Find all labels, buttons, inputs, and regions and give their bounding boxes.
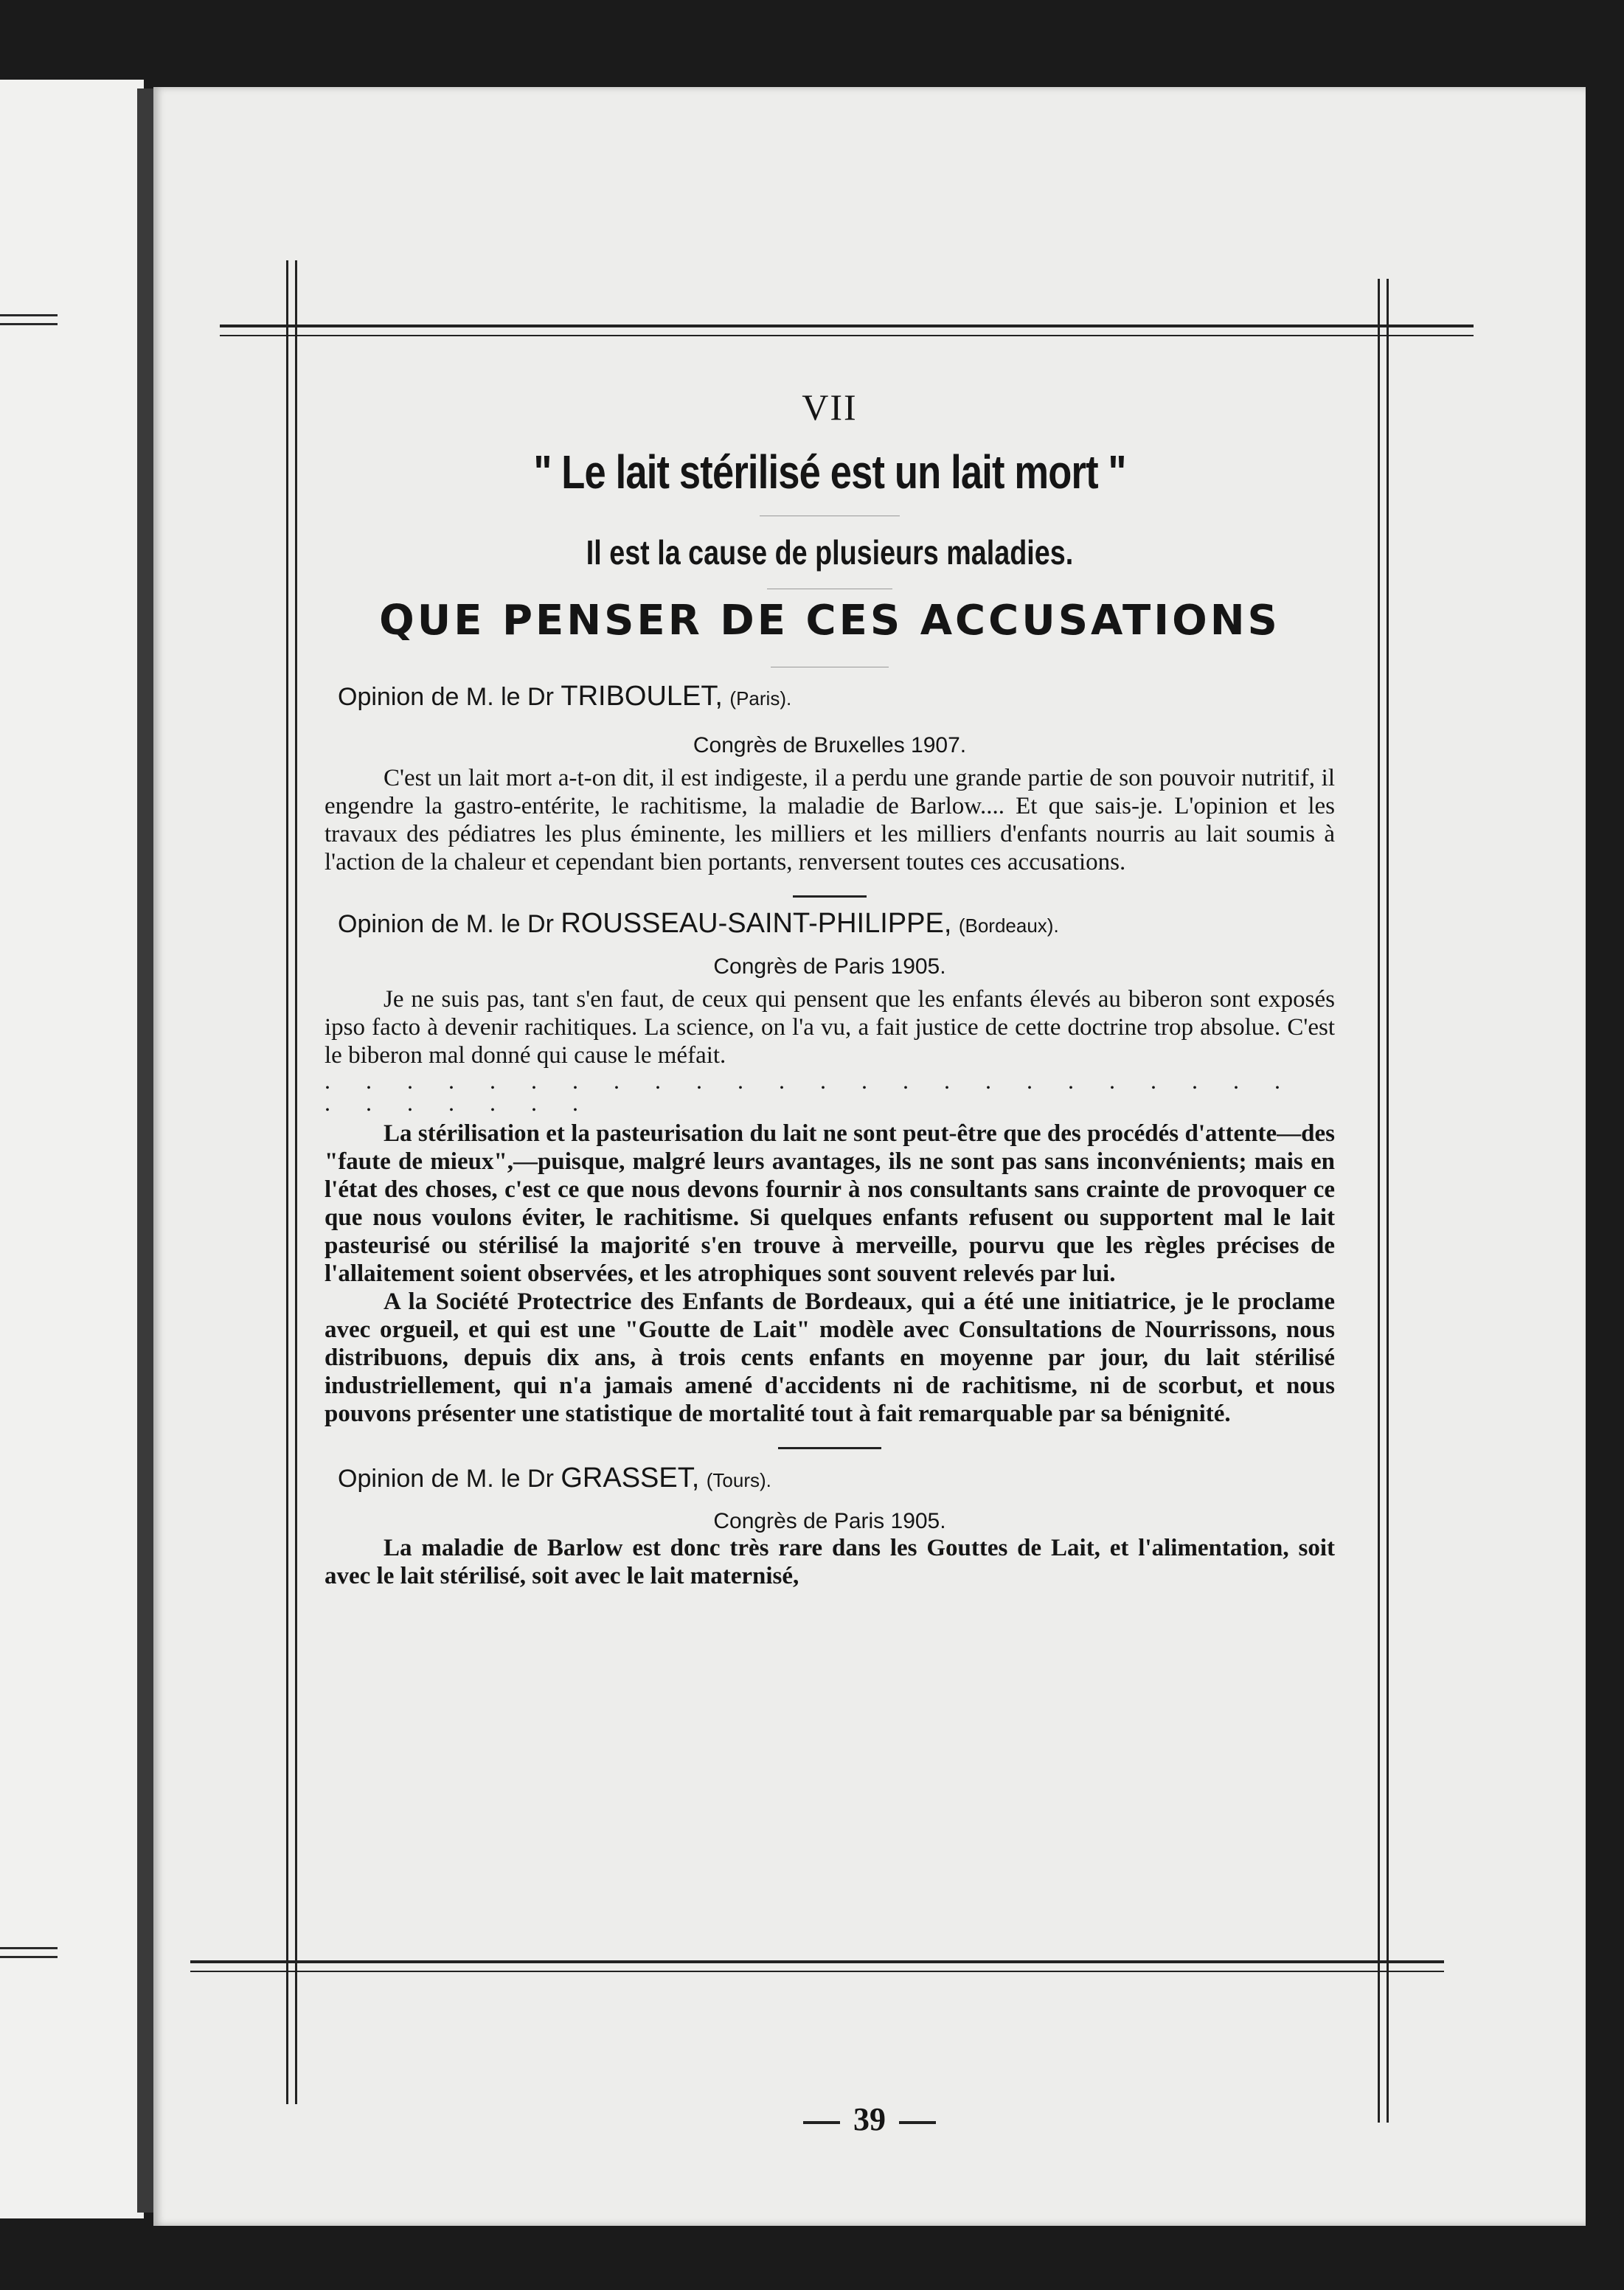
- book-spine: [137, 89, 153, 2213]
- paragraph: La stérilisation et la pasteurisation du lait ne sont peut-être que des procédés d'attente—des "faute de mieux",—puisque, malgré leurs avantages, ils ne sont pas sans inconvénients; mais en l'état des choses, c'est ce que nous devons fournir à nos consultants sans crainte de provoquer ce que nous voulons éviter, le rachitisme. Si quelques enfants refusent ou supportent mal le lait pasteurisé ou stérilisé la majorité s'en trouve à merveille, pourvu que les règles précises de l'allaitement soient observées, et les atrophiques sont souvent relevés par lui.: [325, 1120, 1335, 1287]
- frame-top-rule: [220, 325, 1474, 327]
- chapter-number: VII: [802, 386, 858, 428]
- doctor-place: (Bordeaux).: [958, 915, 1059, 937]
- congres-reference: Congrès de Paris 1905.: [713, 1509, 946, 1533]
- frame-bottom-rule: [190, 1971, 1444, 1972]
- paragraph: C'est un lait mort a-t-on dit, il est indigeste, il a perdu une grande partie de son pouvoir nutritif, il engendre la gastro-entérite, le rachitisme, la maladie de Barlow.... Et que sais-je. L'opinion et les travaux des pédiatres les plus éminente, les milliers et les milliers d'enfants nourris au lait soumis à l'action de la chaleur et cependant bien portants, renversent toutes ces accusations.: [325, 765, 1335, 875]
- separator-rule: [778, 1447, 881, 1449]
- opinion-text: [325, 985, 1335, 1069]
- page-number: [153, 2100, 1586, 2138]
- left-page-rule: [0, 1947, 58, 1949]
- paragraph: A la Société Protectrice des Enfants de Bordeaux, qui a été une initiatrice, je le proclame avec orgueil, et qui est une "Goutte de Lait" modèle avec Consultations de Nourrissons, nous distribuons, depuis dix ans, à trois cents enfants en moyenne par jour, du lait stérilisé industriellement, qui n'a jamais amené d'accidents ni de rachitisme, ni de scorbut, et nous pouvons présenter une statistique de mortalité tout à fait remarquable par sa bénignité.: [325, 1288, 1335, 1427]
- opinion-heading: [338, 1463, 1335, 1494]
- opinion-text: [325, 764, 1335, 876]
- doctor-place: (Paris).: [729, 687, 792, 709]
- doctor-place: (Tours).: [706, 1469, 771, 1491]
- opinion-prefix: Opinion de M. le Dr: [338, 683, 554, 711]
- congres-reference: Congrès de Bruxelles 1907.: [693, 733, 967, 757]
- left-page-rule: [0, 323, 58, 325]
- left-page-edge: [0, 80, 144, 2218]
- congres-reference: Congrès de Paris 1905.: [713, 954, 946, 979]
- paragraph: Je ne suis pas, tant s'en faut, de ceux qui pensent que les enfants élevés au biberon sont exposés ipso facto à devenir rachitiques. La science, on l'a vu, a fait justice de cette doctrine trop absolue. C'est le biberon mal donné qui cause le méfait.: [325, 986, 1335, 1069]
- frame-left-rule: [295, 260, 297, 2104]
- frame-right-rule: [1378, 279, 1380, 2123]
- opinion-text: [325, 1120, 1335, 1428]
- page-title: " Le lait stérilisé est un lait mort ": [533, 445, 1126, 499]
- opinion-text: [325, 1534, 1335, 1590]
- ellipsis-dots: . . . . . . . . . . . . . . . . . . . . . . . . . . . . . . .: [325, 1067, 1295, 1116]
- frame-right-rule: [1387, 279, 1389, 2123]
- left-page-rule: [0, 314, 58, 316]
- doctor-name: ROUSSEAU-SAINT-PHILIPPE,: [561, 908, 952, 939]
- opinion-prefix: Opinion de M. le Dr: [338, 1465, 554, 1493]
- page-number-value: 39: [853, 2101, 886, 2137]
- frame-left-rule: [286, 260, 288, 2104]
- paragraph: La maladie de Barlow est donc très rare dans les Gouttes de Lait, et l'alimentation, soit avec le lait stérilisé, soit avec le lait materni​sé,: [325, 1535, 1335, 1589]
- book-page: [153, 87, 1586, 2226]
- dash: [803, 2121, 840, 2124]
- frame-top-rule: [220, 335, 1474, 336]
- page-content: [325, 386, 1335, 1590]
- page-subtitle: Il est la cause de plusieurs maladies.: [586, 533, 1074, 572]
- opinion-heading: [338, 908, 1335, 940]
- section-title: QUE PENSER DE CES ACCUSATIONS: [379, 597, 1280, 645]
- opinion-prefix: Opinion de M. le Dr: [338, 910, 554, 938]
- separator-rule: [793, 895, 867, 898]
- doctor-name: TRIBOULET,: [561, 681, 723, 712]
- left-page-rule: [0, 1956, 58, 1958]
- dash: [899, 2121, 936, 2124]
- opinion-heading: [338, 681, 1335, 712]
- doctor-name: GRASSET,: [561, 1463, 700, 1493]
- frame-bottom-rule: [190, 1960, 1444, 1963]
